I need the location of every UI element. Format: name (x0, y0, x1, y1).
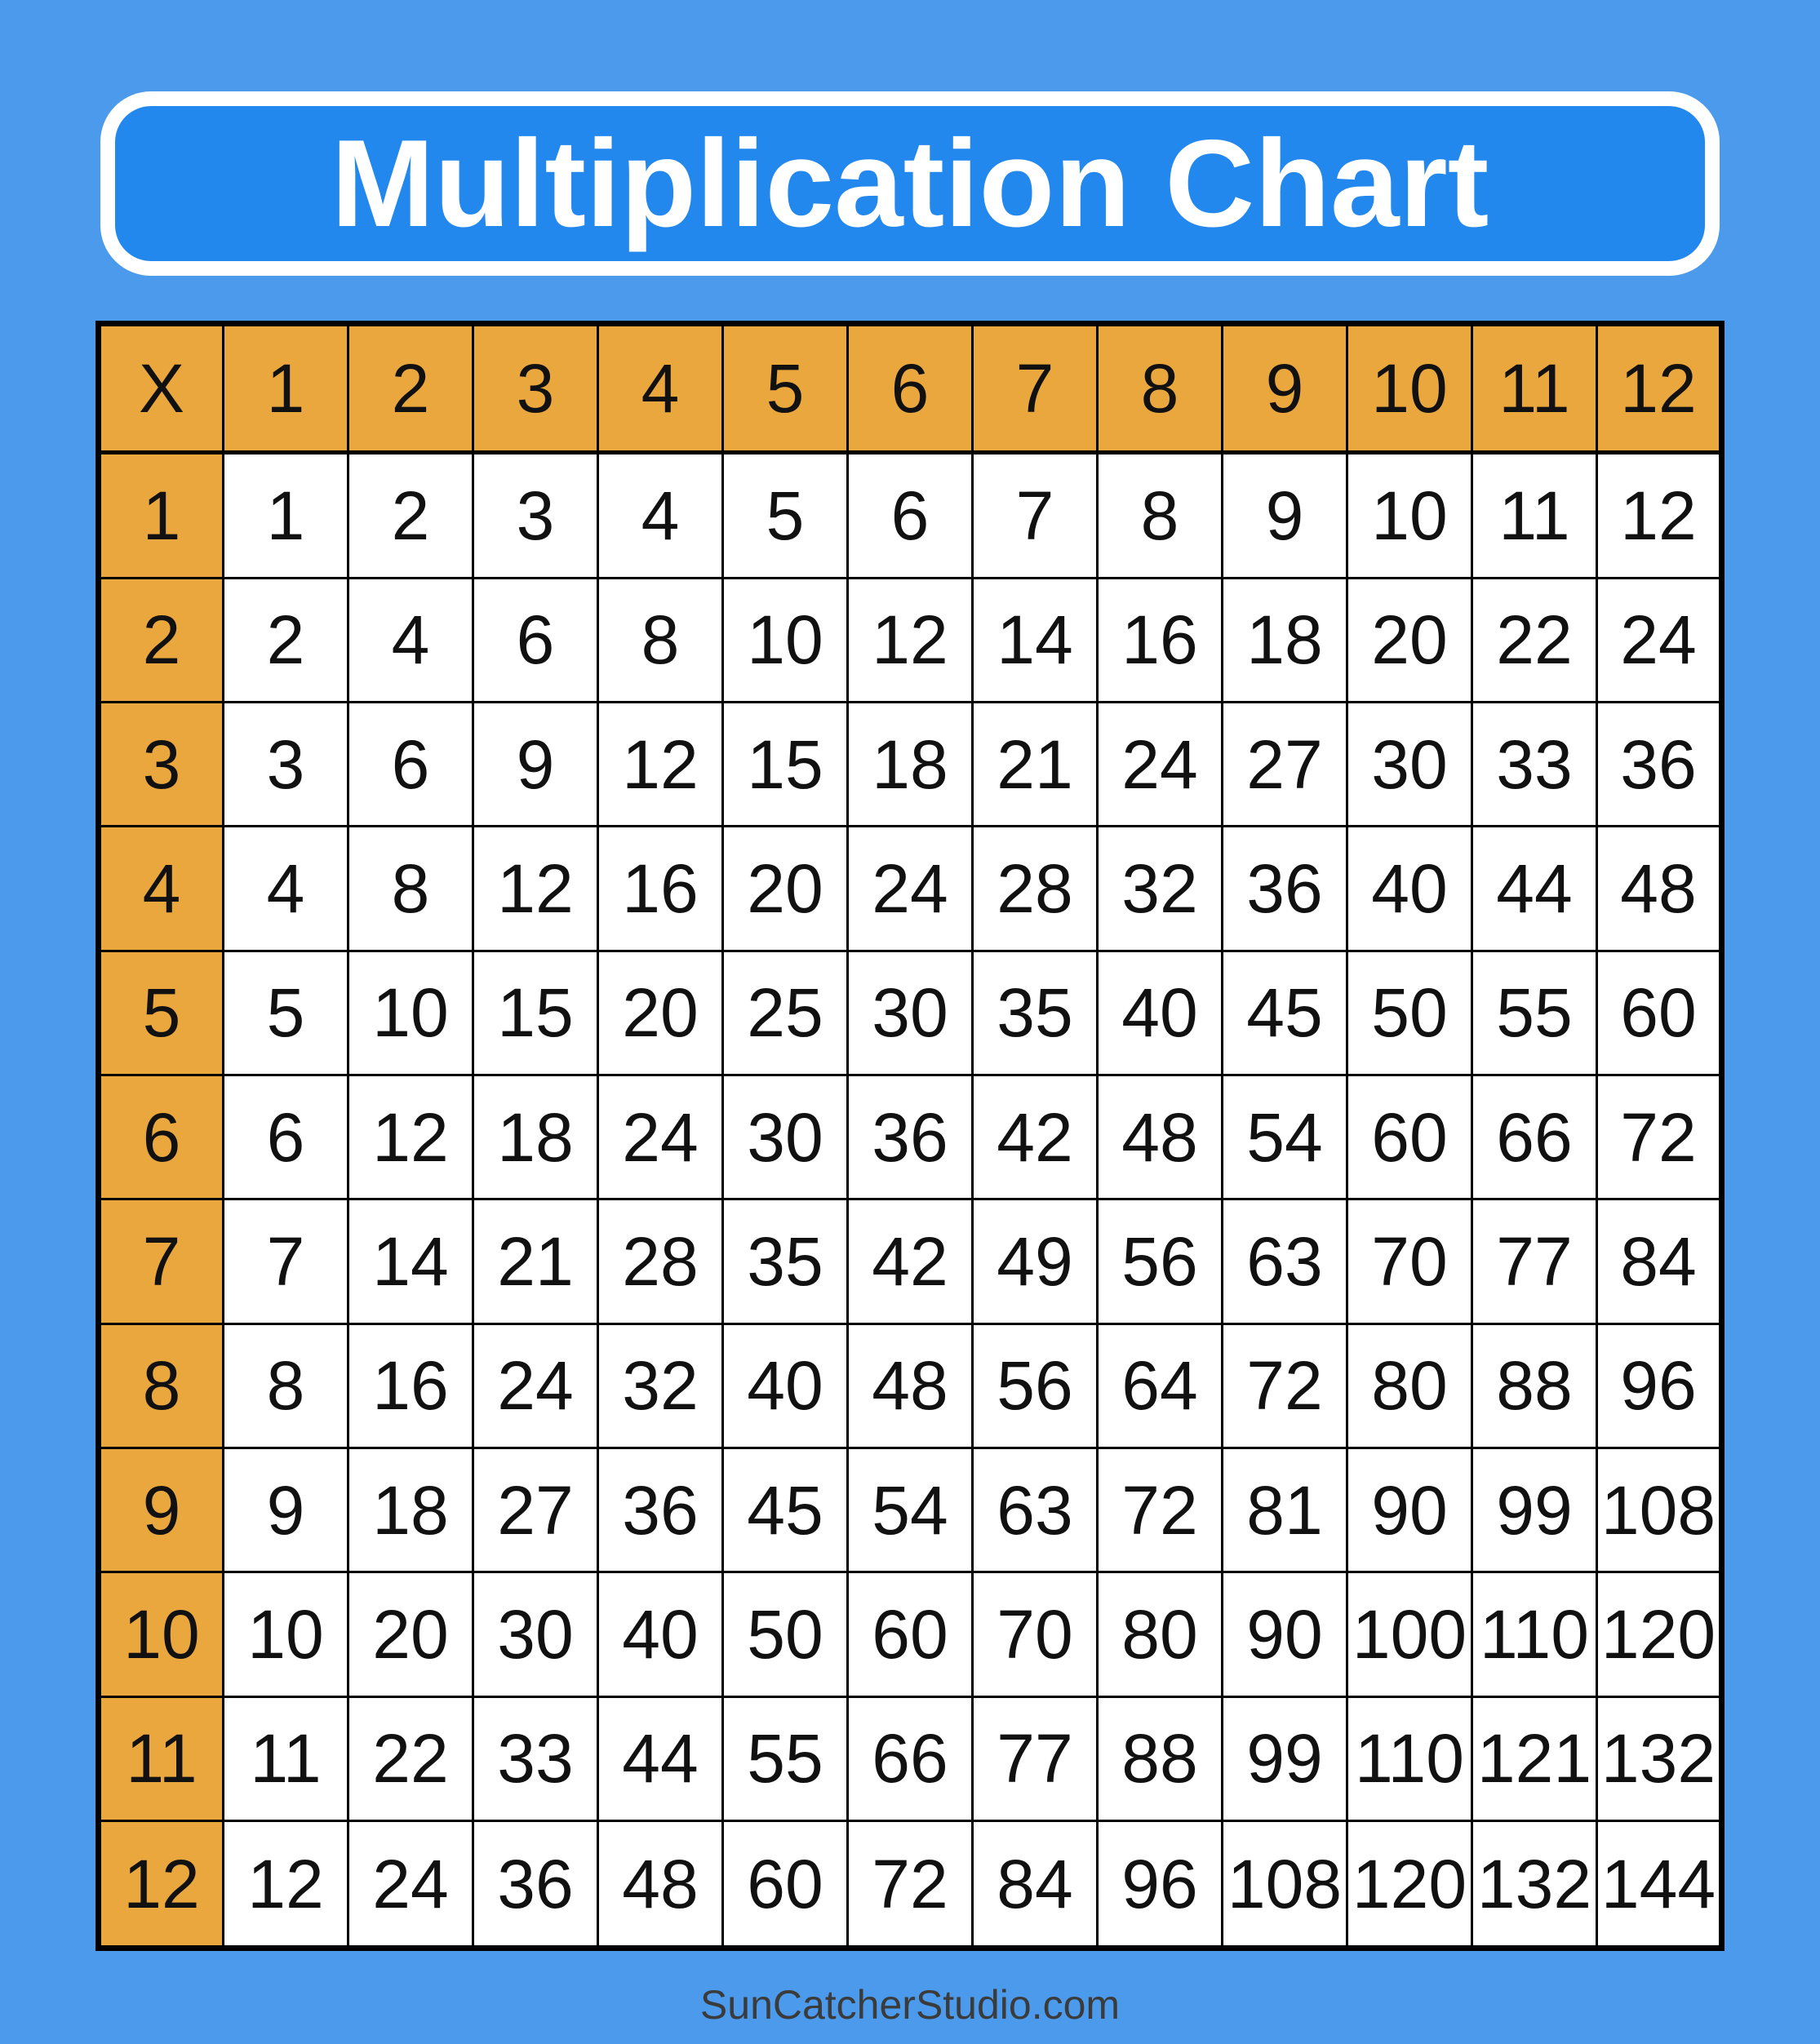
cell-11x9: 99 (1223, 1696, 1347, 1820)
cell-8x12: 96 (1597, 1324, 1722, 1448)
cell-11x7: 77 (973, 1696, 1098, 1820)
cell-4x4: 16 (598, 827, 723, 951)
cell-8x2: 16 (348, 1324, 473, 1448)
cell-9x12: 108 (1597, 1448, 1722, 1572)
cell-8x1: 8 (224, 1324, 348, 1448)
cell-1x10: 10 (1347, 452, 1472, 578)
cell-3x4: 12 (598, 703, 723, 827)
table-row-2 (99, 578, 1722, 702)
cell-3x11: 33 (1472, 703, 1597, 827)
cell-1x8: 8 (1098, 452, 1223, 578)
cell-9x2: 18 (348, 1448, 473, 1572)
cell-7x12: 84 (1597, 1199, 1722, 1324)
cell-12x4: 48 (598, 1821, 723, 1949)
cell-5x2: 10 (348, 951, 473, 1075)
cell-10x7: 70 (973, 1572, 1098, 1696)
column-header-1: 1 (224, 324, 348, 453)
cell-12x5: 60 (723, 1821, 848, 1949)
cell-6x4: 24 (598, 1075, 723, 1199)
cell-9x7: 63 (973, 1448, 1098, 1572)
table-row-7 (99, 1199, 1722, 1324)
watermark-text: SunCatcherStudio.com (699, 1982, 1121, 2028)
column-header-12: 12 (1597, 324, 1722, 453)
row-header-6: 6 (99, 1075, 224, 1199)
row-header-7: 7 (99, 1199, 224, 1324)
cell-5x9: 45 (1223, 951, 1347, 1075)
cell-2x4: 8 (598, 578, 723, 702)
cell-10x9: 90 (1223, 1572, 1347, 1696)
cell-12x10: 120 (1347, 1821, 1472, 1949)
cell-11x4: 44 (598, 1696, 723, 1820)
row-header-3: 3 (99, 703, 224, 827)
column-header-9: 9 (1223, 324, 1347, 453)
cell-2x9: 18 (1223, 578, 1347, 702)
cell-5x3: 15 (473, 951, 598, 1075)
cell-5x4: 20 (598, 951, 723, 1075)
cell-12x12: 144 (1597, 1821, 1722, 1949)
cell-5x11: 55 (1472, 951, 1597, 1075)
cell-8x3: 24 (473, 1324, 598, 1448)
cell-1x12: 12 (1597, 452, 1722, 578)
cell-10x5: 50 (723, 1572, 848, 1696)
cell-2x3: 6 (473, 578, 598, 702)
page-title: Multiplication Chart (331, 114, 1489, 253)
cell-10x6: 60 (848, 1572, 973, 1696)
column-header-10: 10 (1347, 324, 1472, 453)
cell-1x9: 9 (1223, 452, 1347, 578)
cell-12x1: 12 (224, 1821, 348, 1949)
cell-3x2: 6 (348, 703, 473, 827)
cell-2x10: 20 (1347, 578, 1472, 702)
cell-8x5: 40 (723, 1324, 848, 1448)
cell-12x11: 132 (1472, 1821, 1597, 1949)
cell-9x10: 90 (1347, 1448, 1472, 1572)
cell-7x8: 56 (1098, 1199, 1223, 1324)
multiplication-table (95, 321, 1725, 1951)
cell-1x3: 3 (473, 452, 598, 578)
cell-11x3: 33 (473, 1696, 598, 1820)
cell-3x1: 3 (224, 703, 348, 827)
cell-5x7: 35 (973, 951, 1098, 1075)
cell-10x2: 20 (348, 1572, 473, 1696)
cell-10x8: 80 (1098, 1572, 1223, 1696)
cell-3x10: 30 (1347, 703, 1472, 827)
cell-6x11: 66 (1472, 1075, 1597, 1199)
cell-2x5: 10 (723, 578, 848, 702)
table-row-6 (99, 1075, 1722, 1199)
cell-4x1: 4 (224, 827, 348, 951)
cell-10x3: 30 (473, 1572, 598, 1696)
column-header-2: 2 (348, 324, 473, 453)
cell-4x3: 12 (473, 827, 598, 951)
cell-9x5: 45 (723, 1448, 848, 1572)
cell-7x4: 28 (598, 1199, 723, 1324)
cell-6x2: 12 (348, 1075, 473, 1199)
cell-5x12: 60 (1597, 951, 1722, 1075)
cell-8x4: 32 (598, 1324, 723, 1448)
cell-3x5: 15 (723, 703, 848, 827)
cell-3x9: 27 (1223, 703, 1347, 827)
cell-2x12: 24 (1597, 578, 1722, 702)
cell-3x12: 36 (1597, 703, 1722, 827)
cell-9x11: 99 (1472, 1448, 1597, 1572)
cell-12x9: 108 (1223, 1821, 1347, 1949)
cell-11x5: 55 (723, 1696, 848, 1820)
column-header-8: 8 (1098, 324, 1223, 453)
cell-5x10: 50 (1347, 951, 1472, 1075)
cell-8x7: 56 (973, 1324, 1098, 1448)
cell-7x2: 14 (348, 1199, 473, 1324)
cell-4x2: 8 (348, 827, 473, 951)
cell-4x10: 40 (1347, 827, 1472, 951)
cell-3x8: 24 (1098, 703, 1223, 827)
cell-11x6: 66 (848, 1696, 973, 1820)
corner-cell: X (99, 324, 224, 453)
cell-12x6: 72 (848, 1821, 973, 1949)
table-row-11 (99, 1696, 1722, 1820)
cell-2x6: 12 (848, 578, 973, 702)
column-header-5: 5 (723, 324, 848, 453)
cell-3x3: 9 (473, 703, 598, 827)
cell-2x8: 16 (1098, 578, 1223, 702)
cell-4x8: 32 (1098, 827, 1223, 951)
cell-1x7: 7 (973, 452, 1098, 578)
cell-7x6: 42 (848, 1199, 973, 1324)
cell-9x8: 72 (1098, 1448, 1223, 1572)
cell-5x8: 40 (1098, 951, 1223, 1075)
row-header-2: 2 (99, 578, 224, 702)
cell-2x11: 22 (1472, 578, 1597, 702)
cell-10x10: 100 (1347, 1572, 1472, 1696)
row-header-9: 9 (99, 1448, 224, 1572)
row-header-5: 5 (99, 951, 224, 1075)
cell-4x9: 36 (1223, 827, 1347, 951)
cell-9x4: 36 (598, 1448, 723, 1572)
column-header-3: 3 (473, 324, 598, 453)
cell-8x9: 72 (1223, 1324, 1347, 1448)
table-row-10 (99, 1572, 1722, 1696)
cell-6x6: 36 (848, 1075, 973, 1199)
table-row-1 (99, 452, 1722, 578)
cell-12x7: 84 (973, 1821, 1098, 1949)
cell-6x5: 30 (723, 1075, 848, 1199)
cell-6x1: 6 (224, 1075, 348, 1199)
cell-10x1: 10 (224, 1572, 348, 1696)
cell-4x6: 24 (848, 827, 973, 951)
cell-8x8: 64 (1098, 1324, 1223, 1448)
cell-2x2: 4 (348, 578, 473, 702)
row-header-1: 1 (99, 452, 224, 578)
cell-5x5: 25 (723, 951, 848, 1075)
cell-1x4: 4 (598, 452, 723, 578)
cell-11x2: 22 (348, 1696, 473, 1820)
cell-11x12: 132 (1597, 1696, 1722, 1820)
cell-6x8: 48 (1098, 1075, 1223, 1199)
cell-5x1: 5 (224, 951, 348, 1075)
title-banner (100, 91, 1720, 276)
table-row-5 (99, 951, 1722, 1075)
table-row-12 (99, 1821, 1722, 1949)
cell-9x1: 9 (224, 1448, 348, 1572)
cell-7x7: 49 (973, 1199, 1098, 1324)
cell-7x11: 77 (1472, 1199, 1597, 1324)
cell-12x2: 24 (348, 1821, 473, 1949)
cell-3x7: 21 (973, 703, 1098, 827)
cell-6x10: 60 (1347, 1075, 1472, 1199)
cell-2x1: 2 (224, 578, 348, 702)
row-header-11: 11 (99, 1696, 224, 1820)
cell-12x3: 36 (473, 1821, 598, 1949)
cell-7x10: 70 (1347, 1199, 1472, 1324)
cell-4x5: 20 (723, 827, 848, 951)
row-header-12: 12 (99, 1821, 224, 1949)
cell-8x10: 80 (1347, 1324, 1472, 1448)
cell-2x7: 14 (973, 578, 1098, 702)
cell-10x12: 120 (1597, 1572, 1722, 1696)
cell-1x11: 11 (1472, 452, 1597, 578)
cell-8x6: 48 (848, 1324, 973, 1448)
column-header-4: 4 (598, 324, 723, 453)
row-header-8: 8 (99, 1324, 224, 1448)
cell-6x9: 54 (1223, 1075, 1347, 1199)
cell-7x5: 35 (723, 1199, 848, 1324)
cell-4x11: 44 (1472, 827, 1597, 951)
cell-10x11: 110 (1472, 1572, 1597, 1696)
cell-6x3: 18 (473, 1075, 598, 1199)
table-row-9 (99, 1448, 1722, 1572)
cell-7x1: 7 (224, 1199, 348, 1324)
cell-5x6: 30 (848, 951, 973, 1075)
column-header-11: 11 (1472, 324, 1597, 453)
cell-7x3: 21 (473, 1199, 598, 1324)
cell-1x5: 5 (723, 452, 848, 578)
cell-8x11: 88 (1472, 1324, 1597, 1448)
cell-4x7: 28 (973, 827, 1098, 951)
column-header-6: 6 (848, 324, 973, 453)
table-row-4 (99, 827, 1722, 951)
cell-11x11: 121 (1472, 1696, 1597, 1820)
cell-1x6: 6 (848, 452, 973, 578)
table-row-3 (99, 703, 1722, 827)
cell-11x10: 110 (1347, 1696, 1472, 1820)
cell-12x8: 96 (1098, 1821, 1223, 1949)
column-header-7: 7 (973, 324, 1098, 453)
cell-4x12: 48 (1597, 827, 1722, 951)
cell-7x9: 63 (1223, 1199, 1347, 1324)
cell-9x9: 81 (1223, 1448, 1347, 1572)
cell-9x3: 27 (473, 1448, 598, 1572)
cell-6x12: 72 (1597, 1075, 1722, 1199)
cell-6x7: 42 (973, 1075, 1098, 1199)
cell-1x2: 2 (348, 452, 473, 578)
row-header-10: 10 (99, 1572, 224, 1696)
cell-10x4: 40 (598, 1572, 723, 1696)
cell-9x6: 54 (848, 1448, 973, 1572)
header-row (99, 324, 1722, 453)
cell-1x1: 1 (224, 452, 348, 578)
cell-3x6: 18 (848, 703, 973, 827)
row-header-4: 4 (99, 827, 224, 951)
cell-11x8: 88 (1098, 1696, 1223, 1820)
table-row-8 (99, 1324, 1722, 1448)
cell-11x1: 11 (224, 1696, 348, 1820)
